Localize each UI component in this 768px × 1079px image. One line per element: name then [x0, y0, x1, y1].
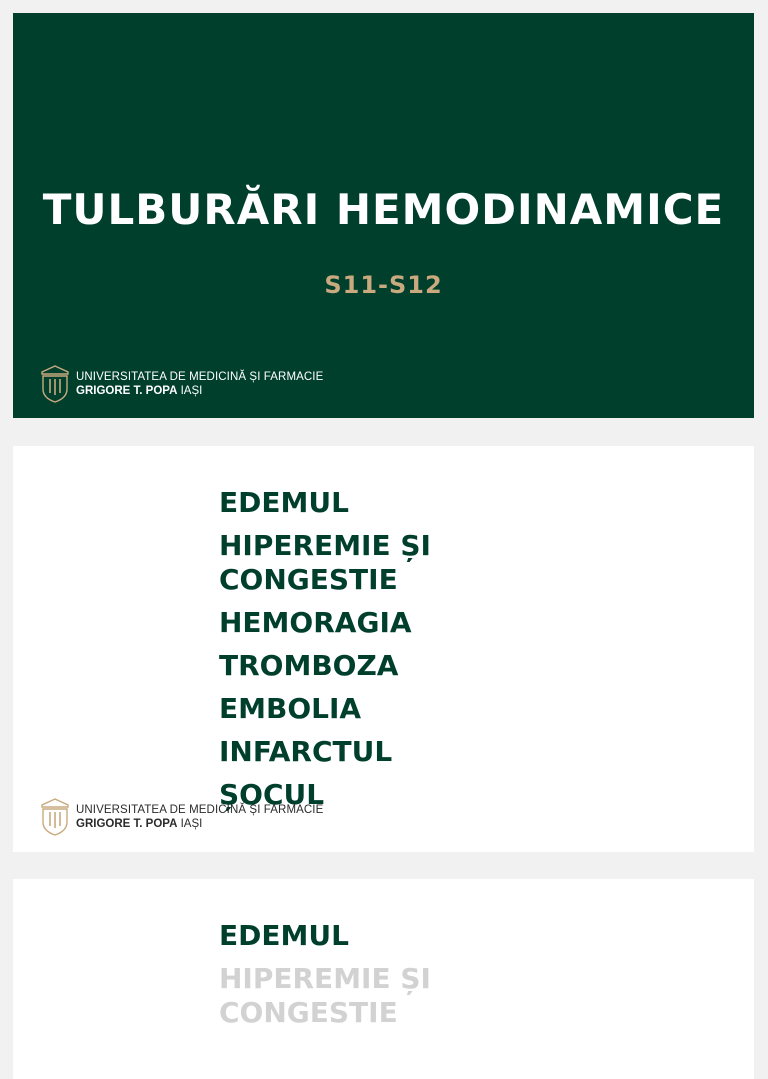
topic-item-dimmed: HIPEREMIE ȘI CONGESTIE [219, 962, 431, 1029]
logo-university-name: UNIVERSITATEA DE MEDICINĂ ȘI FARMACIE [76, 804, 324, 816]
topic-item: HEMORAGIA [219, 606, 412, 639]
title-slide [13, 13, 754, 418]
topic-list [219, 486, 459, 821]
university-crest-icon [40, 798, 70, 836]
university-logo [40, 365, 323, 403]
logo-university-name: UNIVERSITATEA DE MEDICINĂ ȘI FARMACIE [76, 371, 324, 383]
logo-city: IAȘI [177, 818, 203, 830]
university-crest-icon [40, 365, 70, 403]
presentation-title: TULBURĂRI HEMODINAMICE [42, 185, 725, 234]
university-logo [40, 798, 323, 836]
agenda-highlight-slide [13, 879, 754, 1079]
presentation-subtitle: S11-S12 [324, 271, 443, 299]
topic-item: EMBOLIA [219, 692, 362, 725]
logo-founder-name: GRIGORE T. POPA [76, 818, 178, 830]
logo-founder-name: GRIGORE T. POPA [76, 385, 178, 397]
topic-item-active: EDEMUL [219, 919, 349, 952]
topic-list [219, 919, 459, 1039]
topic-item: TROMBOZA [219, 649, 399, 682]
topic-item: ȘOCUL [219, 778, 325, 811]
logo-city: IAȘI [177, 385, 203, 397]
topic-item: HIPEREMIE ȘI CONGESTIE [219, 529, 431, 596]
topic-item: EDEMUL [219, 486, 349, 519]
agenda-slide [13, 446, 754, 852]
topic-item: INFARCTUL [219, 735, 393, 768]
